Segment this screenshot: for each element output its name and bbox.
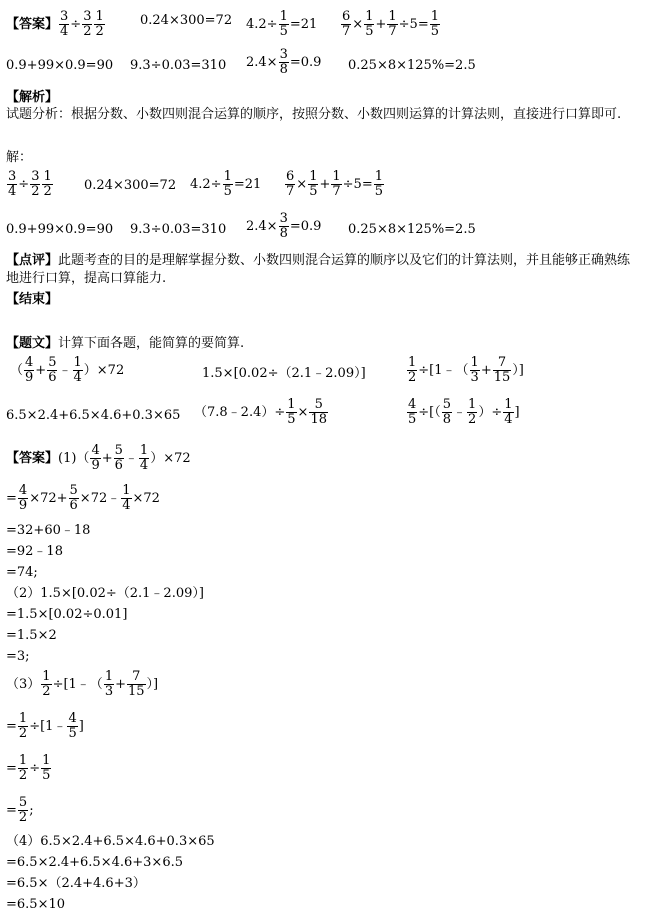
end-label: 【结束】	[6, 292, 59, 307]
answer-step: =32+60﹣18	[6, 523, 91, 538]
answer-step: （4）6.5×2.4+6.5×4.6+0.3×65	[6, 834, 215, 849]
answer-step: （3） $\frac{1}{2}$ ÷[1﹣（ $\frac{1}{3}$ + $\frac{7}{15}$ ）]	[6, 669, 159, 699]
solution-label: 解：	[6, 150, 33, 165]
comment-text: 此题考查的目的是理解掌握分数、小数四则混合运算的顺序以及它们的计算法则，并且能够正确熟练地进行口算，提高口算能力.	[6, 253, 631, 286]
answer-step: =92﹣18	[6, 544, 63, 559]
expression: 0.25×8×125%=2.5	[348, 58, 476, 73]
answer-label: 【答案】	[6, 17, 59, 32]
expression: 0.24×300=72	[140, 13, 233, 28]
question-1: （ $\frac{4}{9}$ + $\frac{5}{6}$ ﹣ $\frac{1}{4}$ ）×72	[10, 355, 125, 385]
expression: 0.9+99×0.9=90	[6, 58, 114, 73]
expression: 9.3÷0.03=310	[130, 222, 227, 237]
analysis-text: 试题分析：根据分数、小数四则混合运算的顺序，按照分数、小数四则运算的计算法则，直接进行口算即可.	[6, 107, 622, 122]
answer-step: =1.5×2	[6, 628, 57, 643]
expression: 2.4× $\frac{3}{8}$ =0.9	[246, 47, 322, 77]
solution-row-1: $\frac{3}{4}$ ÷ $\frac{3}{2}$ $\frac{1}{2}$	[8, 169, 52, 199]
comment	[6, 252, 638, 288]
expression: 4.2÷ $\frac{1}{5}$ =21	[246, 9, 318, 39]
fraction: $\frac{3}{2}$	[83, 9, 92, 39]
analysis-label: 【解析】	[6, 90, 59, 105]
answer-step: （2）1.5×[0.02÷（2.1﹣2.09）]	[6, 586, 204, 601]
expression: $\frac{6}{7}$ × $\frac{1}{5}$ + $\frac{1}{7}$ ÷5= $\frac{1}{5}$	[286, 169, 383, 199]
expression: $\frac{6}{7}$ × $\frac{1}{5}$ + $\frac{1}{7}$ ÷5= $\frac{1}{5}$	[342, 9, 439, 39]
question-6: $\frac{4}{5}$ ÷[（ $\frac{5}{8}$ ﹣ $\frac{1}{2}$ ）÷ $\frac{1}{4}$ ]	[408, 397, 520, 427]
fraction: $\frac{1}{2}$	[95, 9, 104, 39]
answer-step: =1.5×[0.02÷0.01]	[6, 607, 128, 622]
expression: 4.2÷ $\frac{1}{5}$ =21	[190, 169, 262, 199]
answer-step: =3;	[6, 649, 30, 664]
answer-step: =6.5×（2.4+4.6+3）	[6, 876, 146, 891]
answer-step: = $\frac{5}{2}$ ;	[6, 795, 34, 825]
expression: 0.9+99×0.9=90	[6, 222, 114, 237]
expression: 0.25×8×125%=2.5	[348, 222, 476, 237]
expression: 9.3÷0.03=310	[130, 58, 227, 73]
answer-step: =74;	[6, 565, 38, 580]
answer-step: =6.5×2.4+6.5×4.6+3×6.5	[6, 855, 183, 870]
question-title: 【题文】计算下面各题，能简算的要简算.	[6, 336, 245, 351]
answer-row-1: 【答案】 $\frac{3}{4}$ ÷ $\frac{3}{2}$ $\frac{1}{2}$	[6, 9, 104, 39]
question-5: （7.8﹣2.4）÷ $\frac{1}{5}$ × $\frac{5}{18}$	[194, 397, 327, 427]
answer-step: = $\frac{4}{9}$ ×72+ $\frac{5}{6}$ ×72﹣ $\frac{1}{4}$ ×72	[6, 483, 160, 513]
question-3: $\frac{1}{2}$ ÷[1﹣（ $\frac{1}{3}$ + $\frac{7}{15}$ ）]	[408, 355, 524, 385]
answer-step: =6.5×10	[6, 897, 66, 912]
answer-step: 【答案】(1)（ $\frac{4}{9}$ + $\frac{5}{6}$ ﹣ $\frac{1}{4}$ ）×72	[6, 443, 191, 473]
expression: 2.4× $\frac{3}{8}$ =0.9	[246, 211, 322, 241]
question-2: 1.5×[0.02÷（2.1﹣2.09）]	[202, 366, 366, 381]
answer-step: = $\frac{1}{2}$ ÷[1﹣ $\frac{4}{5}$ ]	[6, 711, 84, 741]
comment-label: 【点评】	[6, 253, 59, 268]
answer-step: = $\frac{1}{2}$ ÷ $\frac{1}{5}$	[6, 753, 51, 783]
expression: 0.24×300=72	[84, 178, 177, 193]
fraction: $\frac{3}{4}$	[60, 9, 69, 39]
question-4: 6.5×2.4+6.5×4.6+0.3×65	[6, 408, 181, 423]
